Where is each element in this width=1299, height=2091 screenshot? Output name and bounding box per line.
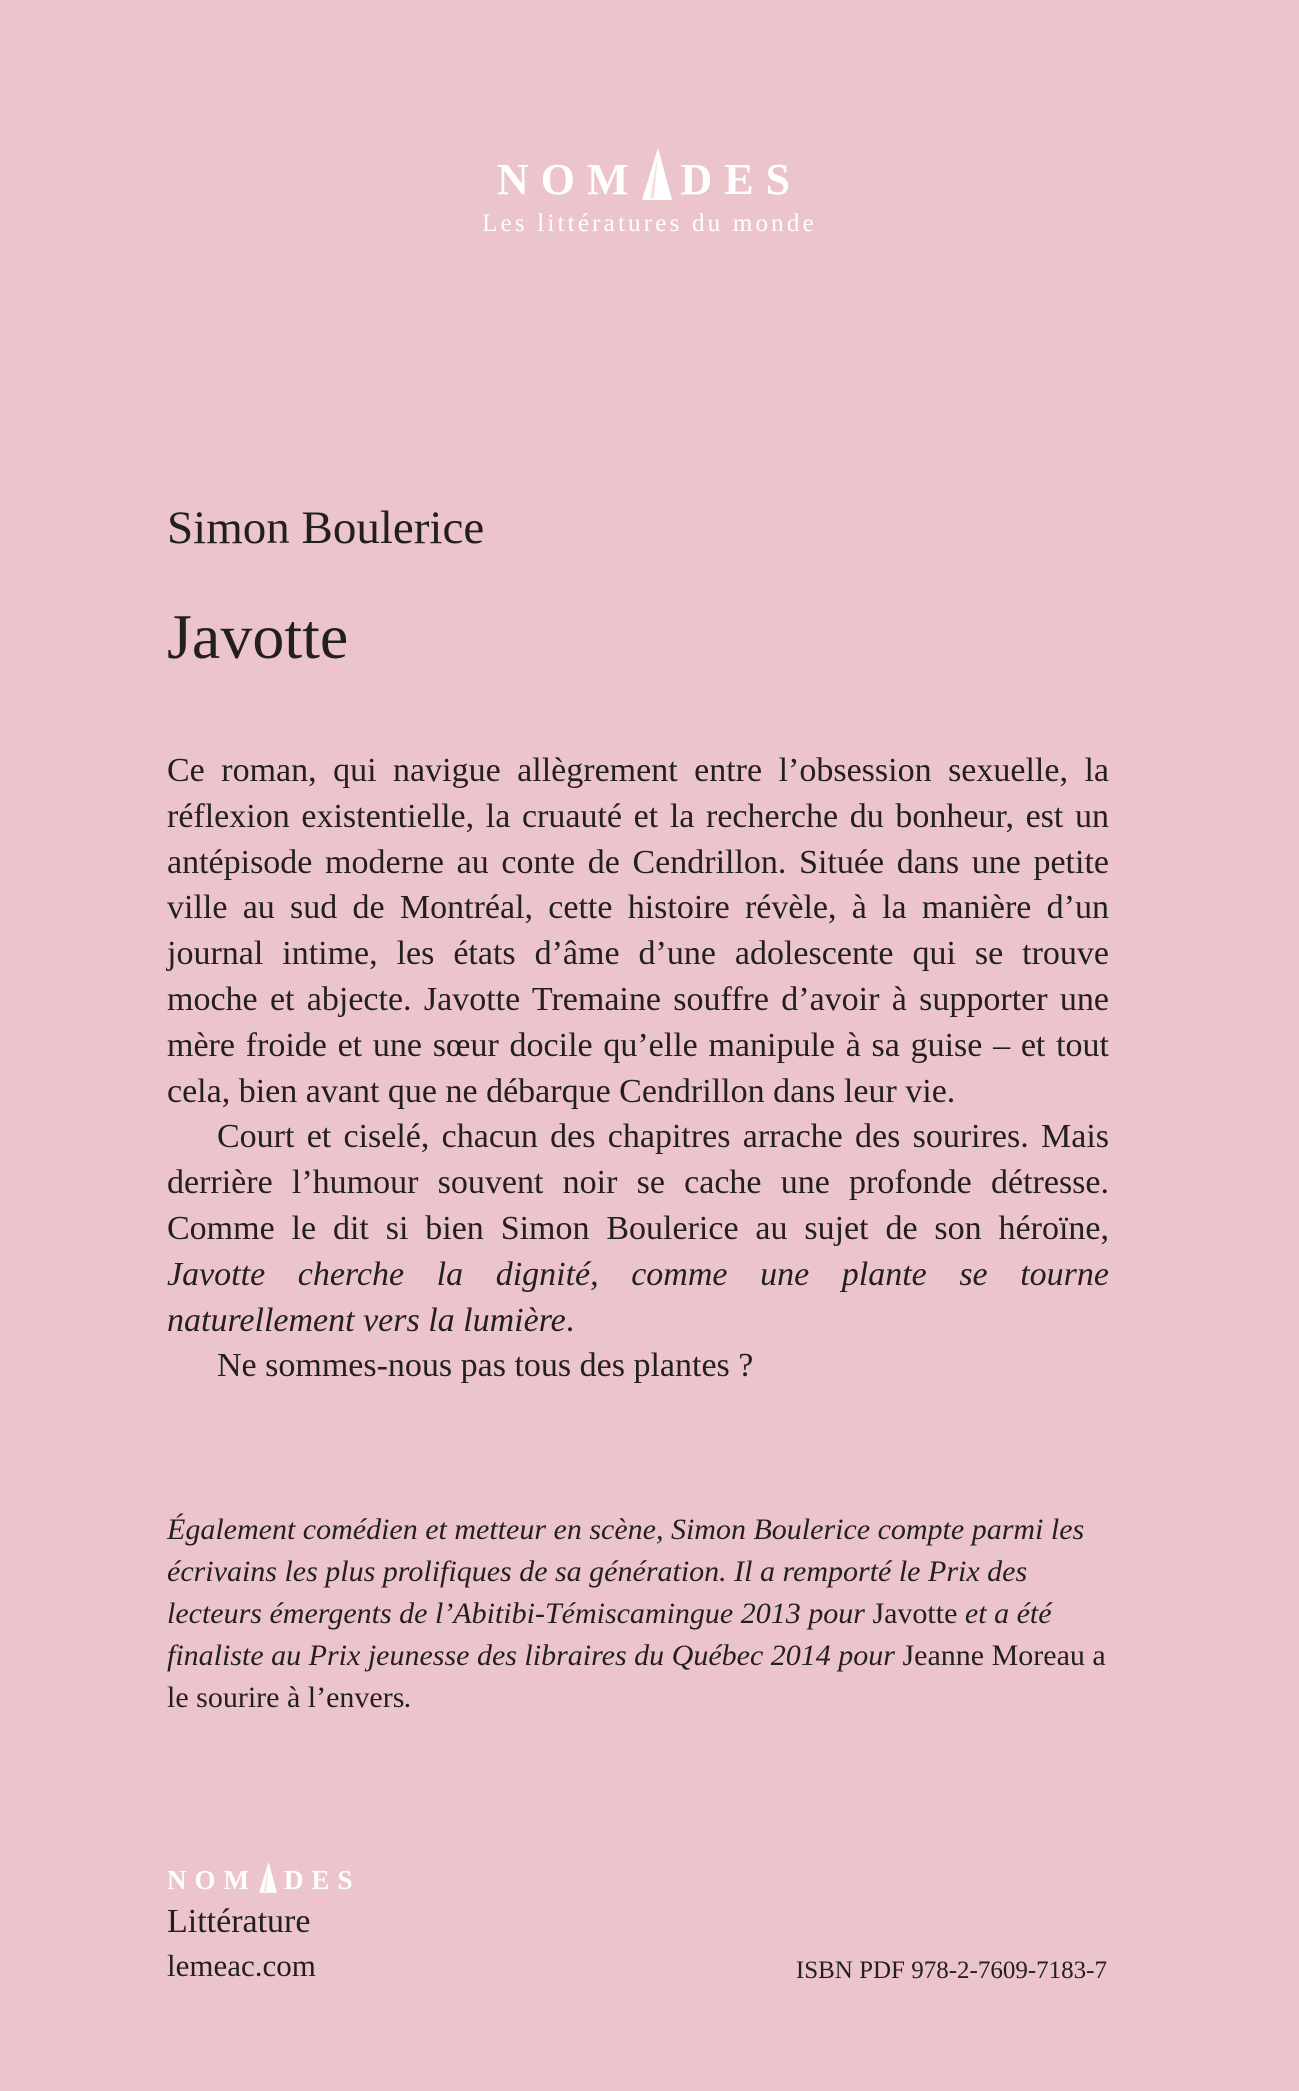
bio-part-1: Également comédien et metteur en scène, Simon Boulerice compte parmi les écrivains les plus prolifiques de sa génération. Il a remporté le Prix des lecteurs émergents de l’Abitibi-Témiscamingue 2013 pour xyxy=(167,1513,1085,1630)
summary-p2-quote: Javotte cherche la dignité, comme une plante se tourne naturellement vers la lumière xyxy=(167,1255,1109,1339)
collection-label: Littérature xyxy=(167,1903,311,1940)
author-name: Simon Boulerice xyxy=(167,502,485,554)
logo-text-left: NOM xyxy=(496,155,641,204)
sail-icon xyxy=(257,1862,279,1894)
footer-logo-text-left: NOM xyxy=(167,1865,257,1895)
summary-p2-end: . xyxy=(565,1301,575,1339)
publisher-website: lemeac.com xyxy=(167,1948,316,1983)
footer-logo-text-right: DES xyxy=(283,1865,361,1895)
nomades-logo-header xyxy=(0,148,1299,238)
summary-paragraph-3: Ne sommes-nous pas tous des plantes ? xyxy=(217,1347,754,1385)
bio-part-2: et a été finaliste au Prix jeunesse des libraires du Québec 2014 pour xyxy=(167,1597,1052,1672)
summary-paragraph-2 xyxy=(167,1114,1109,1343)
logo-tagline: Les littératures du monde xyxy=(482,210,817,237)
bio-book-2: Jeanne Moreau a le sourire à l’envers xyxy=(167,1639,1106,1714)
summary-paragraph-1: Ce roman, qui navigue allègrement entre l’obsession sexuelle, la réflexion existentielle, la cruauté et la recherche du bonheur, est un antépisode moderne au conte de Cendrillon. Située dans une petite ville au sud de Montréal, cette histoire révèle, à la manière d’un journal intime, les états d’âme d’une adolescente qui se trouve moche et abjecte. Javotte Tremaine souffre d’avoir à supporter une mère froide et une sœur docile qu’elle manipule à sa guise – et tout cela, bien avant que ne débarque Cendrillon dans leur vie. xyxy=(167,752,1109,1110)
bio-book-1: Javotte xyxy=(872,1597,958,1630)
nomades-logo-footer xyxy=(167,1862,361,1894)
book-summary xyxy=(167,748,1109,1389)
isbn: ISBN PDF 978-2-7609-7183-7 xyxy=(795,1957,1107,1984)
bio-part-3: . xyxy=(404,1681,412,1714)
author-bio xyxy=(167,1509,1109,1719)
logo-text-right: DES xyxy=(680,155,803,204)
book-title: Javotte xyxy=(167,601,349,672)
nomades-wordmark xyxy=(497,148,802,202)
summary-p2-start: Court et ciselé, chacun des chapitres arrache des sourires. Mais derrière l’humour souvent noir se cache une profonde détresse. Comme le dit si bien Simon Boulerice au sujet de son héroïne, xyxy=(167,1118,1109,1247)
sail-icon xyxy=(640,148,674,202)
